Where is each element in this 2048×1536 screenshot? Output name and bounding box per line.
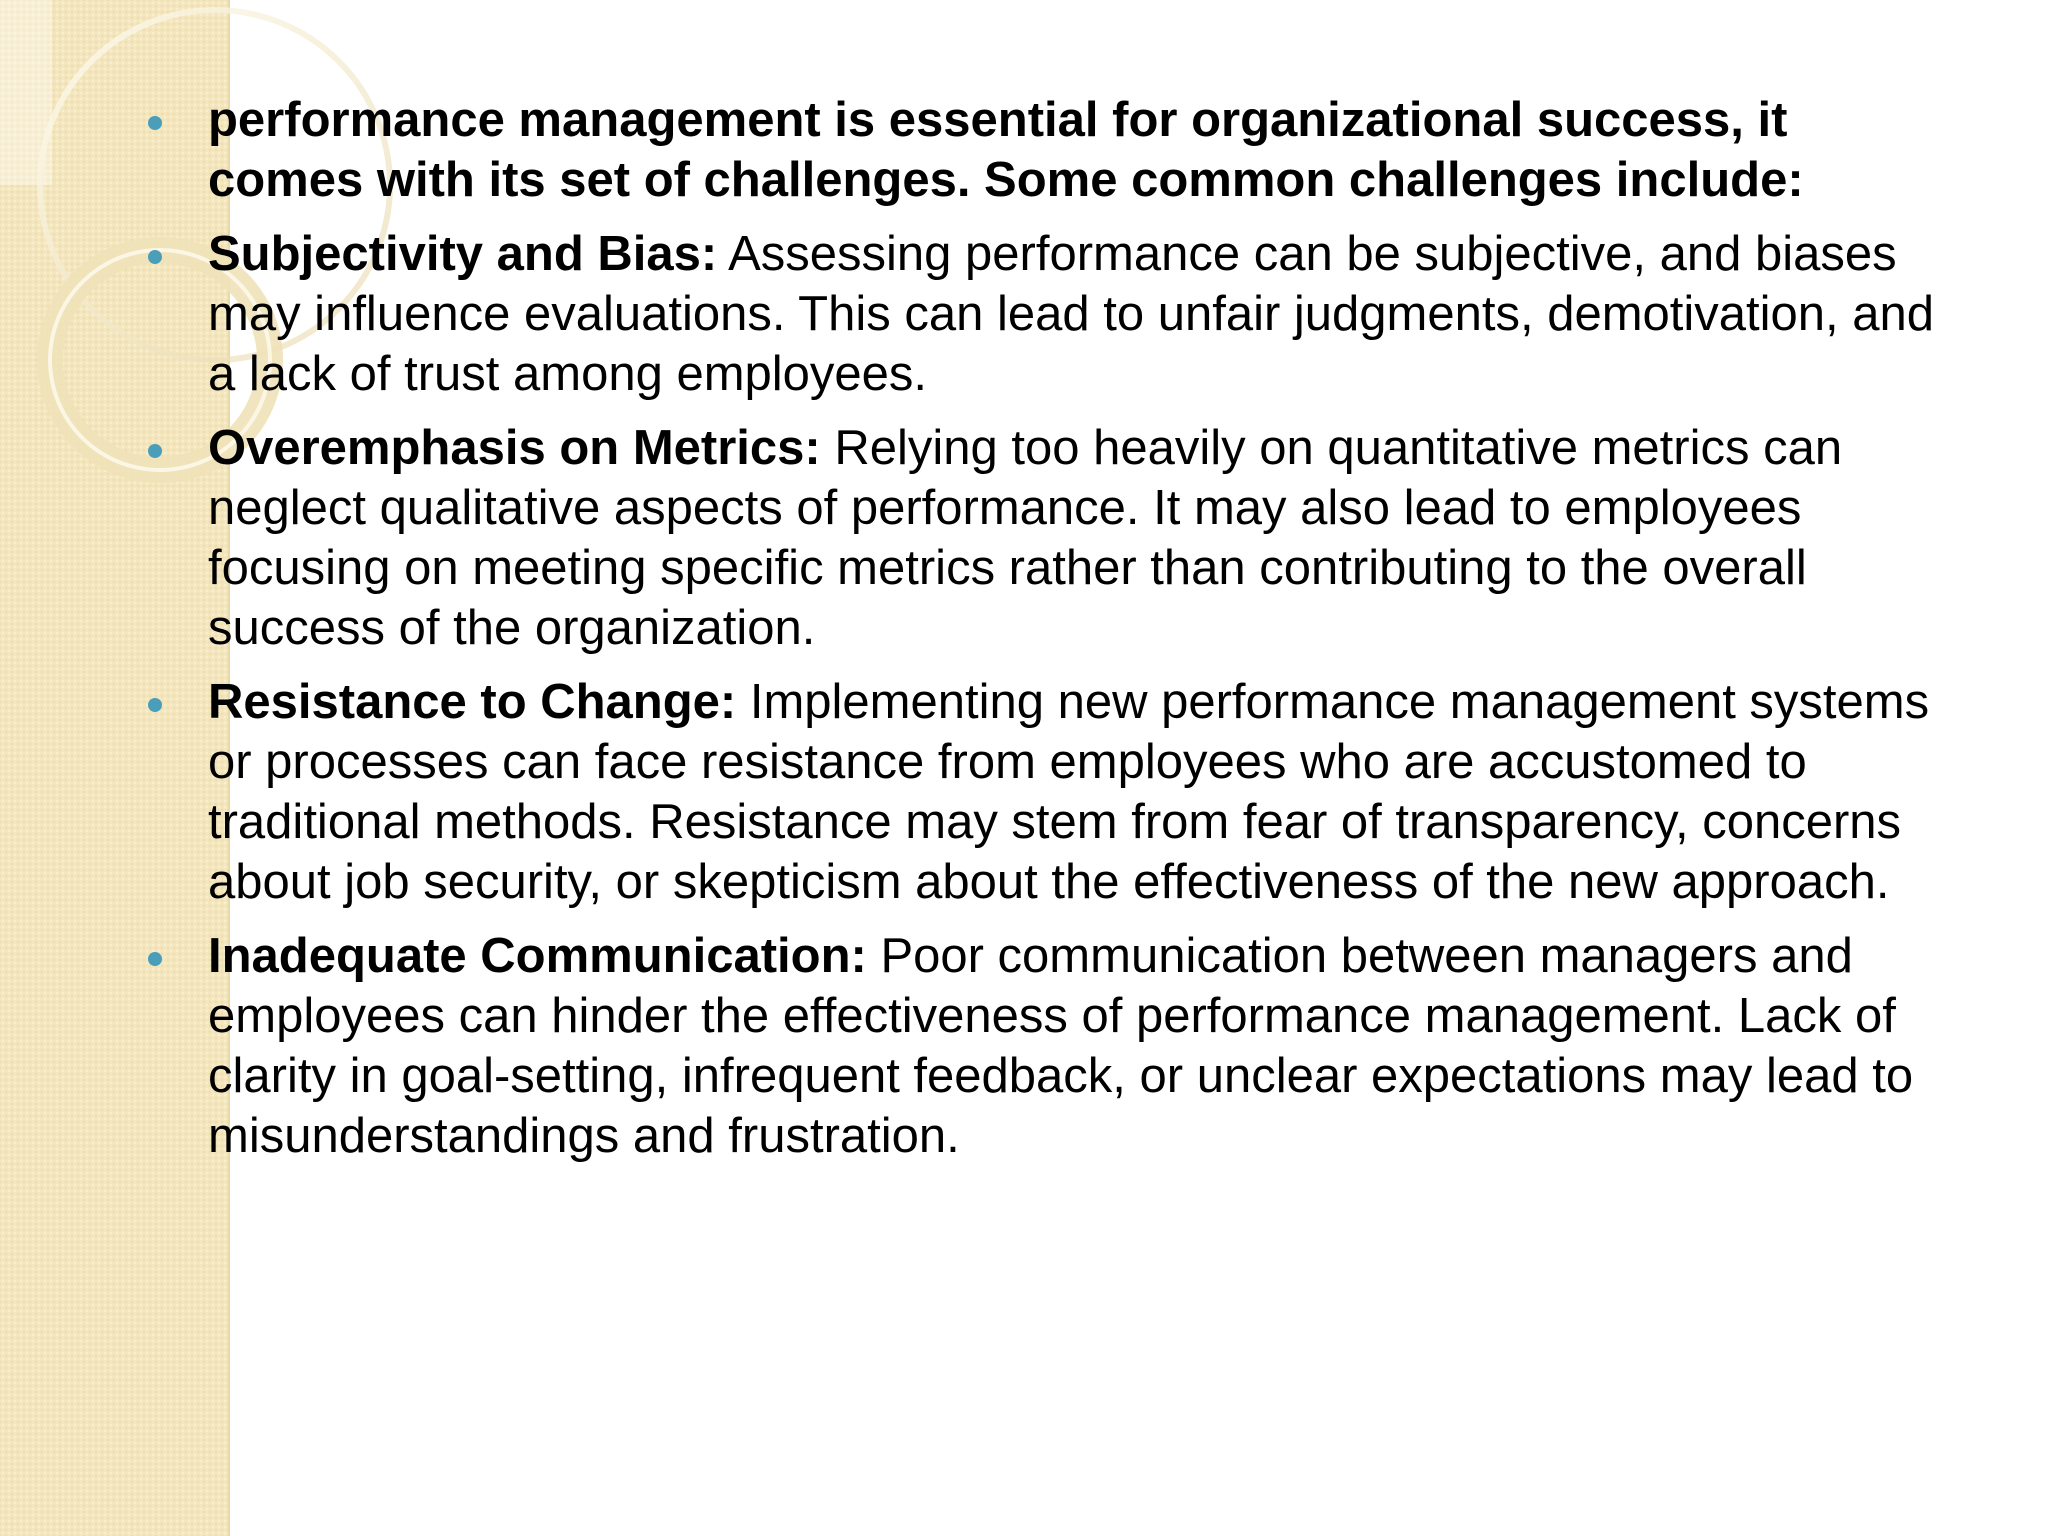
bullet-text: Implementing new performance management systems or processes can face resistance from employees who are accustomed to traditional methods. Resistance may stem from fear of transparency, concerns about job security, or skepticism about the effectiveness of the new approach. [208,675,1930,909]
slide-content [140,90,1940,1180]
bullet-term: Resistance to Change: [208,675,737,729]
bullet-term: Subjectivity and Bias: [208,227,718,281]
bullet-text: Assessing performance can be subjective, and biases may influence evaluations. This can lead to unfair judgments, demotivation, and a lack of trust among employees. [208,227,1935,401]
bullet-text: performance management is essential for organizational success, it comes with its set of challenges. Some common challenges include: [208,93,1804,207]
bullet-dot-icon [148,250,162,264]
bullet-subjectivity-and-bias [140,224,1940,404]
bullet-dot-icon [148,698,162,712]
bullet-dot-icon [148,116,162,130]
bullet-list [140,90,1940,1166]
bullet-dot-icon [148,444,162,458]
bullet-resistance-to-change [140,672,1940,912]
bullet-overemphasis-on-metrics [140,418,1940,658]
bullet-text: Poor communication between managers and employees can hinder the effectiveness of performance management. Lack of clarity in goal-setting, infrequent feedback, or unclear expectations may lead to misunderstandings and frustration. [208,929,1914,1163]
bullet-inadequate-communication [140,926,1940,1166]
bullet-dot-icon [148,952,162,966]
bullet-intro [140,90,1940,210]
bullet-text: Relying too heavily on quantitative metrics can neglect qualitative aspects of performance. It may also lead to employees focusing on meeting specific metrics rather than contributing to the overall success of the organization. [208,421,1843,655]
bullet-term: Overemphasis on Metrics: [208,421,821,475]
bullet-term: Inadequate Communication: [208,929,867,983]
